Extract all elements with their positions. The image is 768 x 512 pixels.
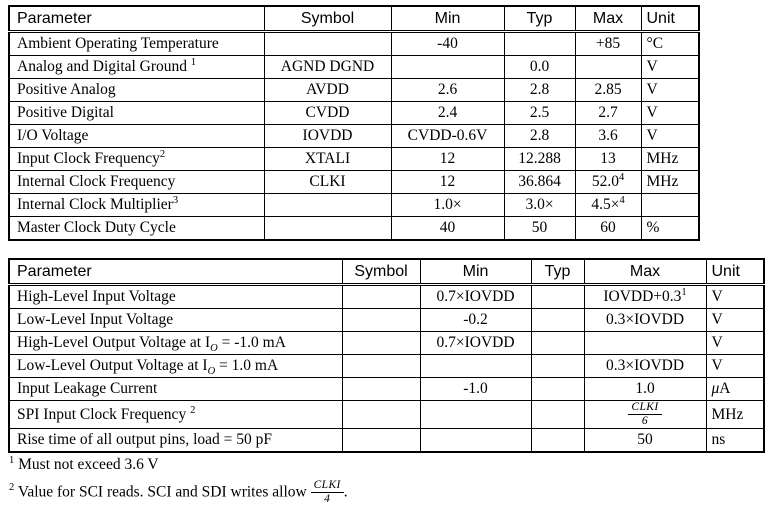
cell: 2.85 [575,79,641,102]
cell: Rise time of all output pins, load = 50 pF [9,429,342,453]
cell: Internal Clock Frequency [9,171,264,194]
cell [342,429,420,453]
cell [342,285,420,309]
table-row [9,56,699,79]
cell: AVDD [264,79,391,102]
cell [531,332,584,355]
cell [584,332,706,355]
fraction-numerator: CLKI [311,479,344,493]
superscript: 4 [618,171,625,183]
cell [420,355,531,378]
cell: 0.0 [504,56,575,79]
cell [641,194,699,217]
operating-conditions-header [9,6,699,32]
cell [264,217,391,241]
cell: V [641,102,699,125]
cell: 2.8 [504,125,575,148]
cell: Ambient Operating Temperature [9,32,264,56]
cell: 12 [391,148,504,171]
cell: High-Level Input Voltage [9,285,342,309]
table-row [9,171,699,194]
cell: $IOVDD+0.3^1$ [584,285,706,309]
cell: % [641,217,699,241]
fraction-denominator: 4 [324,493,331,506]
cell: V [706,332,764,355]
cell: +85 [575,32,641,56]
table-row [9,125,699,148]
cell [342,309,420,332]
cell: 2.4 [391,102,504,125]
table-row [9,79,699,102]
cell: Positive Analog [9,79,264,102]
superscript: 2 [190,404,196,416]
table-row [9,102,699,125]
operating-conditions-body [9,32,699,241]
table-row [9,332,764,355]
cell: XTALI [264,148,391,171]
cell [420,429,531,453]
cell: V [706,285,764,309]
cell: 0.7×IOVDD [420,285,531,309]
cell: SPI Input Clock Frequency $^2$ [9,401,342,429]
cell: Low-Level Output Voltage at $I_O = 1.0$ mA [9,355,342,378]
column-header-typ: Typ [531,259,584,285]
cell: 60 [575,217,641,241]
column-header-typ: Typ [504,6,575,32]
cell: ns [706,429,764,453]
cell: AGND DGND [264,56,391,79]
column-header-unit: Unit [706,259,764,285]
cell [264,194,391,217]
fraction-denominator: 6 [641,415,649,428]
fraction [628,401,661,428]
table-row [9,148,699,171]
cell: 3.6 [575,125,641,148]
column-header-symbol: Symbol [342,259,420,285]
cell [531,401,584,429]
cell [504,32,575,56]
cell: 0.3×IOVDD [584,355,706,378]
cell: -0.2 [420,309,531,332]
cell: 0.7×IOVDD [420,332,531,355]
cell: Analog and Digital Ground $^1$ [9,56,264,79]
cell: 0.3×IOVDD [584,309,706,332]
superscript: 1 [681,286,687,298]
digital-io-header [9,259,764,285]
cell [342,378,420,401]
cell: V [641,56,699,79]
table-row [9,285,764,309]
cell: μA [706,378,764,401]
table-row [9,378,764,401]
cell: 4.5×$^4$ [575,194,641,217]
cell: 36.864 [504,171,575,194]
cell: High-Level Output Voltage at $I_O = -1.0$ mA [9,332,342,355]
cell: I/O Voltage [9,125,264,148]
cell: V [641,125,699,148]
cell [420,401,531,429]
header-row [9,259,764,285]
table-row [9,217,699,241]
footnote: $^1$ Must not exceed 3.6 V [9,454,159,473]
cell: 2.6 [391,79,504,102]
cell: MHz [641,171,699,194]
cell: Internal Clock Multiplier$^3$ [9,194,264,217]
superscript: 1 [190,56,197,68]
column-header-parameter: Parameter [9,259,342,285]
cell: V [641,79,699,102]
table-row [9,309,764,332]
cell: 2.5 [504,102,575,125]
cell [342,355,420,378]
cell [584,401,706,429]
column-header-parameter: Parameter [9,6,264,32]
column-header-unit: Unit [641,6,699,32]
cell: -1.0 [420,378,531,401]
cell [575,56,641,79]
table-row [9,194,699,217]
cell [531,378,584,401]
italic-text: μ [711,380,720,397]
cell [264,32,391,56]
column-header-symbol: Symbol [264,6,391,32]
cell [531,285,584,309]
cell [342,401,420,429]
table-row [9,32,699,56]
cell: 12.288 [504,148,575,171]
cell [531,309,584,332]
table-row [9,429,764,453]
table-row [9,401,764,429]
fraction [311,479,344,506]
footnote-marker: 1 [9,454,15,466]
cell: Master Clock Duty Cycle [9,217,264,241]
cell [342,332,420,355]
cell: 1.0× [391,194,504,217]
cell: 2.8 [504,79,575,102]
column-header-max: Max [584,259,706,285]
operating-conditions-table [8,5,700,241]
cell: 3.0× [504,194,575,217]
cell: 50 [584,429,706,453]
footnotes [9,456,348,511]
cell: CVDD-0.6V [391,125,504,148]
column-header-max: Max [575,6,641,32]
table-row [9,355,764,378]
cell: Low-Level Input Voltage [9,309,342,332]
footnote-marker: 2 [9,482,15,494]
cell: -40 [391,32,504,56]
header-row [9,6,699,32]
column-header-min: Min [391,6,504,32]
cell: 1.0 [584,378,706,401]
digital-io-body [9,285,764,453]
cell: Input Clock Frequency$^2$ [9,148,264,171]
cell: °C [641,32,699,56]
cell: 13 [575,148,641,171]
subscript: O [207,366,216,378]
cell: CVDD [264,102,391,125]
cell: 50 [504,217,575,241]
cell [531,355,584,378]
cell: MHz [641,148,699,171]
cell: 12 [391,171,504,194]
superscript: 2 [159,148,166,160]
superscript: 4 [619,194,625,206]
digital-io-table [8,258,765,453]
cell: V [706,355,764,378]
cell: V [706,309,764,332]
cell: Input Leakage Current [9,378,342,401]
cell: Positive Digital [9,102,264,125]
cell [531,429,584,453]
cell: 40 [391,217,504,241]
cell: CLKI [264,171,391,194]
superscript: 3 [172,194,179,206]
column-header-min: Min [420,259,531,285]
cell: MHz [706,401,764,429]
cell: 52.0$^4$ [575,171,641,194]
subscript: O [210,343,218,355]
cell: 2.7 [575,102,641,125]
cell [391,56,504,79]
fraction-numerator: CLKI [628,401,661,415]
cell: IOVDD [264,125,391,148]
footnote: $^2$ Value for SCI reads. SCI and SDI writes allow $\frac{\text{CLKI}}{4}$ . [9,479,348,506]
